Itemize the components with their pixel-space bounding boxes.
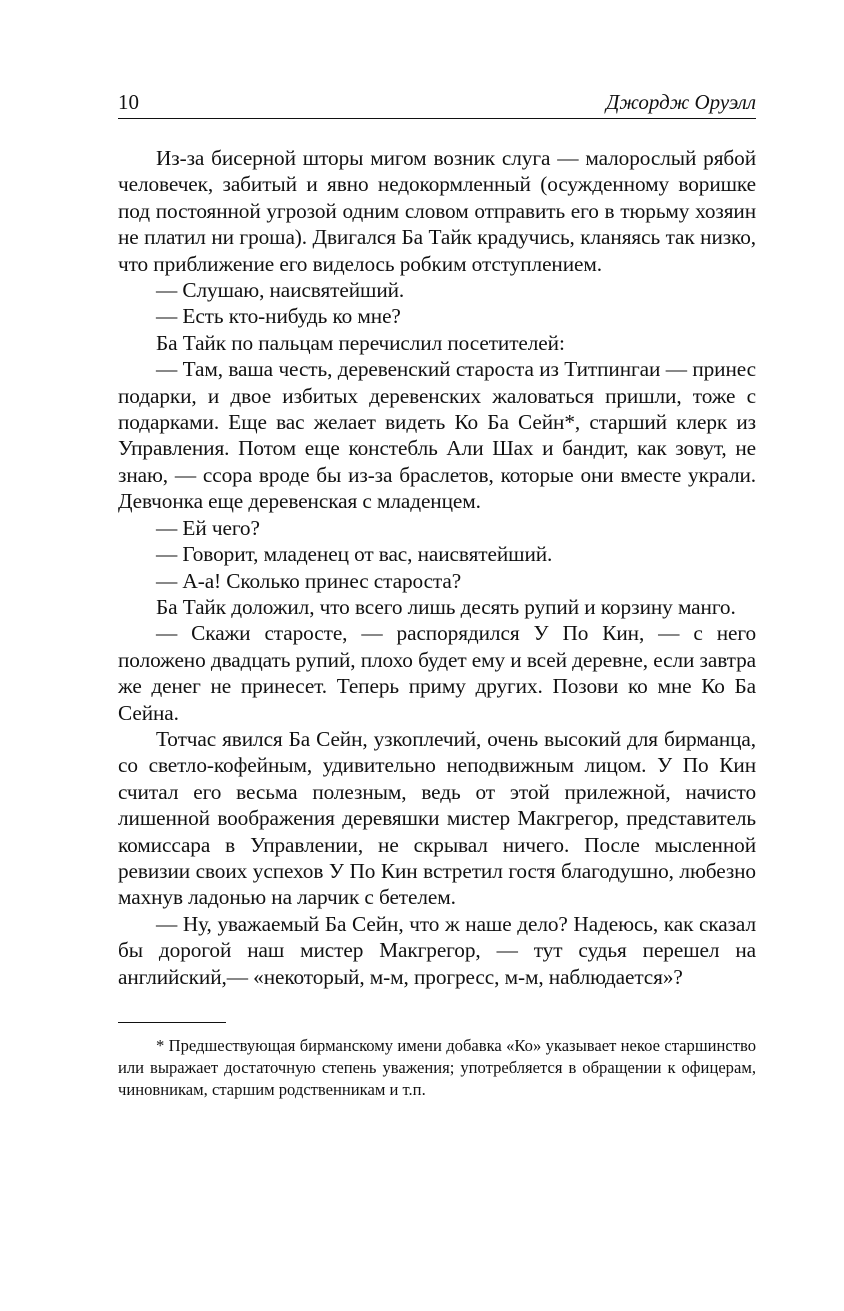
paragraph: — Скажи старосте, — распорядился У По Кин, — с него положено двадцать рупий, плохо будет ему и всей деревне, если завтра же денег не принесет. Теперь приму других. Позови ко мне Ко Ба Сейна. xyxy=(118,621,756,725)
paragraph: — Говорит, младенец от вас, наисвятейший. xyxy=(156,542,553,567)
page-number: 10 xyxy=(118,90,139,114)
paragraph: — Слушаю, наисвятейший. xyxy=(156,278,405,303)
paragraph: — Ей чего? xyxy=(156,515,260,540)
paragraph: Ба Тайк доложил, что всего лишь десять рупий и корзину манго. xyxy=(156,594,736,619)
footnote-divider xyxy=(118,1022,226,1023)
running-head-author: Джордж Оруэлл xyxy=(606,90,756,114)
paragraph: Из-за бисерной шторы мигом возник слуга — малорослый рябой человечек, забитый и явно недокормленный (осужденному воришке под постоянной угрозой одним словом отправить его в тюрьму хозяин не платил ни гроша). Двигался Ба Тайк крадучись, кланяясь так низко, что приближение его виделось робким отступлением. xyxy=(118,146,756,276)
paragraph: — Ну, уважаемый Ба Сейн, что ж наше дело? Надеюсь, как сказал бы дорогой наш мистер Макгрегор, — тут судья перешел на английский,— «некоторый, м-м, прогресс, м-м, наблюдается»? xyxy=(118,911,756,989)
paragraph: Тотчас явился Ба Сейн, узкоплечий, очень высокий для бирманца, со светло-кофейным, удивительно неподвижным лицом. У По Кин считал его весьма полезным, ведь от этой прилежной, начисто лишенной воображения деревяшки мистер Макгрегор, представитель комиссара в Управлении, не скрывал ничего. После мысленной ревизии своих успехов У По Кин встретил гостя благодушно, любезно махнув ладонью на ларчик с бетелем. xyxy=(118,726,756,910)
book-page xyxy=(118,88,756,1101)
paragraph: — Там, ваша честь, деревенский староста из Титпингаи — принес подарки, и двое избитых деревенских жаловаться пришли, тоже с подарками. Еще вас желает видеть Ко Ба Сейн*, старший клерк из Управления. Потом еще констебль Али Шах и бандит, как зовут, не знаю, — ссора вроде бы из-за браслетов, которые они вместе украли. Девчонка еще деревенская с младенцем. xyxy=(118,357,756,514)
paragraph: Ба Тайк по пальцам перечислил посетителей: xyxy=(156,330,565,355)
footnote: * Предшествующая бирманскому имени добавка «Ко» указывает некое старшинство или выражает достаточную степень уважения; употребляется в обращении к офицерам, чиновникам, старшим родственникам и т.п. xyxy=(118,1036,756,1099)
page-header xyxy=(118,88,756,119)
body-text xyxy=(118,145,756,990)
paragraph: — Есть кто-нибудь ко мне? xyxy=(156,304,401,329)
paragraph: — А-а! Сколько принес староста? xyxy=(156,568,462,593)
